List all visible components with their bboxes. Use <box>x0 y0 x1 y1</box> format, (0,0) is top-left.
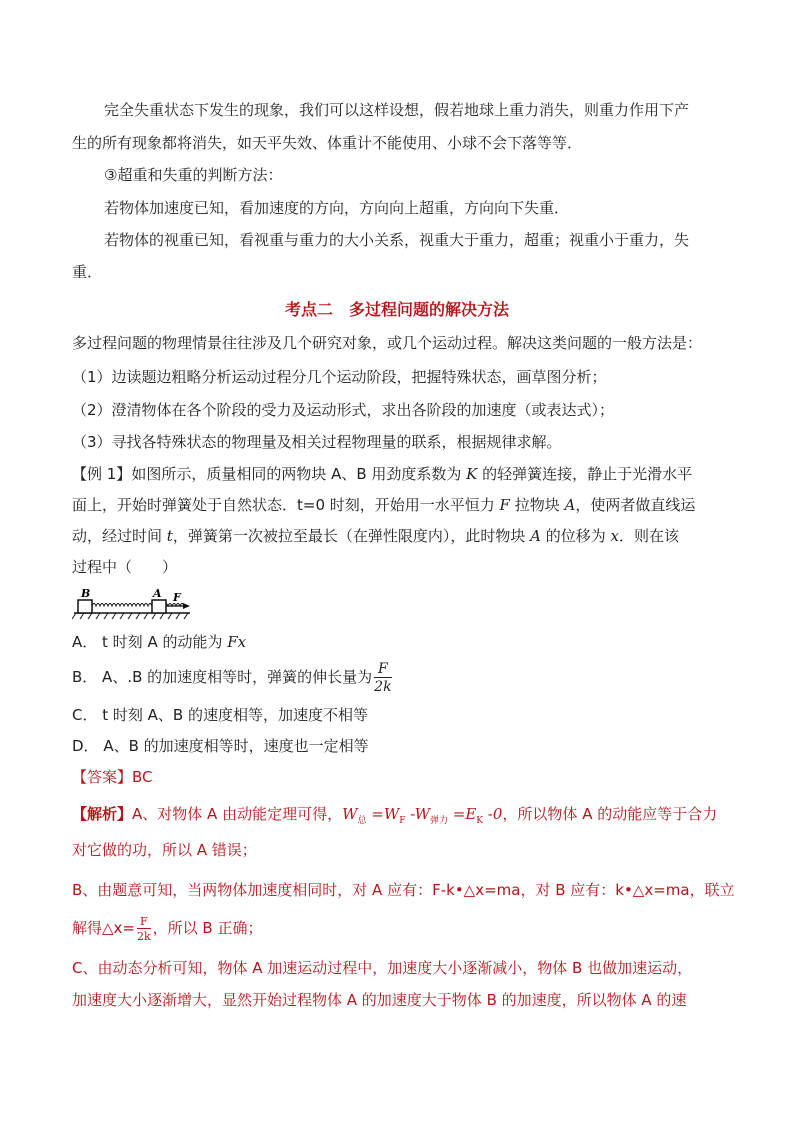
spring-blocks-figure <box>72 586 192 620</box>
analysis-label: 【解析】 <box>72 805 133 823</box>
section-title: 考点二 多过程问题的解决方法 <box>284 300 509 319</box>
example-line-4: 过程中（ ） <box>72 558 178 576</box>
option-a: A． t 时刻 A 的动能为 Fx <box>72 633 247 651</box>
example-line-2: 面上，开始时弹簧处于自然状态．t=0 时刻，开始用一水平恒力 F 拉物块 A，使两者做直线运 <box>72 496 696 514</box>
work-energy-equation: $W_总 =W_F$ $-W_{弹力} =E_K$ -0 <box>342 805 503 826</box>
analysis-a-line-1: 【解析】A、对物体 A 由动能定理可得，$W_总 =W_F$ $-W_{弹力} =E_K$ -0，所以物体 A 的动能应等于合力 <box>72 805 718 826</box>
judgment-method-heading: ③超重和失重的判断方法： <box>104 166 283 184</box>
method-step-1: （1）边读题边粗略分析运动过程分几个运动阶段，把握特殊状态，画草图分析； <box>72 368 607 386</box>
analysis-c-line-2: 加速度大小逐渐增大，显然开始过程物体 A 的加速度大于物体 B 的加速度，所以物体 A 的速 <box>72 991 687 1009</box>
analysis-c-line-1: C、由动态分析可知，物体 A 加速运动过程中，加速度大小逐渐减小，物体 B 也做加速运动， <box>72 959 693 977</box>
intro-paragraph-2: 若物体加速度已知，看加速度的方向，方向向上超重，方向向下失重． <box>104 199 570 217</box>
block-b <box>78 600 92 613</box>
option-b-fraction: $\frac{F}{2k}$ <box>374 660 392 695</box>
label-a: A <box>153 587 162 600</box>
intro-paragraph-3-line-2: 重． <box>72 263 103 281</box>
intro-paragraph-1-line-2: 生的所有现象都将消失，如天平失效、体重计不能使用、小球不会下落等等． <box>72 134 583 152</box>
analysis-b-line-2: 解得△x= $\frac{F}{2k}$ ，所以 B 正确； <box>72 914 263 943</box>
option-b: B． A、.B 的加速度相等时，弹簧的伸长量为 $\frac{F}{2k}$ <box>72 660 392 695</box>
example-line-3: 动，经过时间 t，弹簧第一次被拉至最长（在弹性限度内），此时物块 A 的位移为 x．则在该 <box>72 527 679 545</box>
example-tag: 【例 1】 <box>72 465 132 483</box>
method-step-3: （3）寻找各特殊状态的物理量及相关过程物理量的联系，根据规律求解。 <box>72 433 562 451</box>
analysis-b-line-1: B、由题意可知，当两物体加速度相同时，对 A 应有：F-k•△x=ma，对 B 应有：k•△x=ma，联立 <box>72 881 735 899</box>
answer: 【答案】BC <box>72 768 153 786</box>
intro-paragraph-1-line-1: 完全失重状态下发生的现象，我们可以这样设想，假若地球上重力消失，则重力作用下产 <box>104 101 690 119</box>
label-f: F <box>173 591 181 604</box>
analysis-b-fraction: $\frac{F}{2k}$ <box>136 914 151 943</box>
method-step-2: （2）澄清物体在各个阶段的受力及运动形式，求出各阶段的加速度（或表达式）； <box>72 401 615 419</box>
label-b: B <box>81 587 91 600</box>
method-lead: 多过程问题的物理情景往往涉及几个研究对象，或几个运动过程。解决这类问题的一般方法是： <box>72 334 703 352</box>
intro-paragraph-3-line-1: 若物体的视重已知，看视重与重力的大小关系，视重大于重力，超重；视重小于重力，失 <box>104 231 690 249</box>
option-d: D． A、B 的加速度相等时，速度也一定相等 <box>72 737 369 755</box>
block-a <box>152 600 166 613</box>
example-line-1: 【例 1】如图所示，质量相同的两物块 A、B 用劲度系数为 K 的轻弹簧连接，静止于光滑水平 <box>72 465 693 483</box>
option-c: C． t 时刻 A、B 的速度相等，加速度不相等 <box>72 706 368 724</box>
analysis-a-line-2: 对它做的功，所以 A 错误； <box>72 841 257 859</box>
